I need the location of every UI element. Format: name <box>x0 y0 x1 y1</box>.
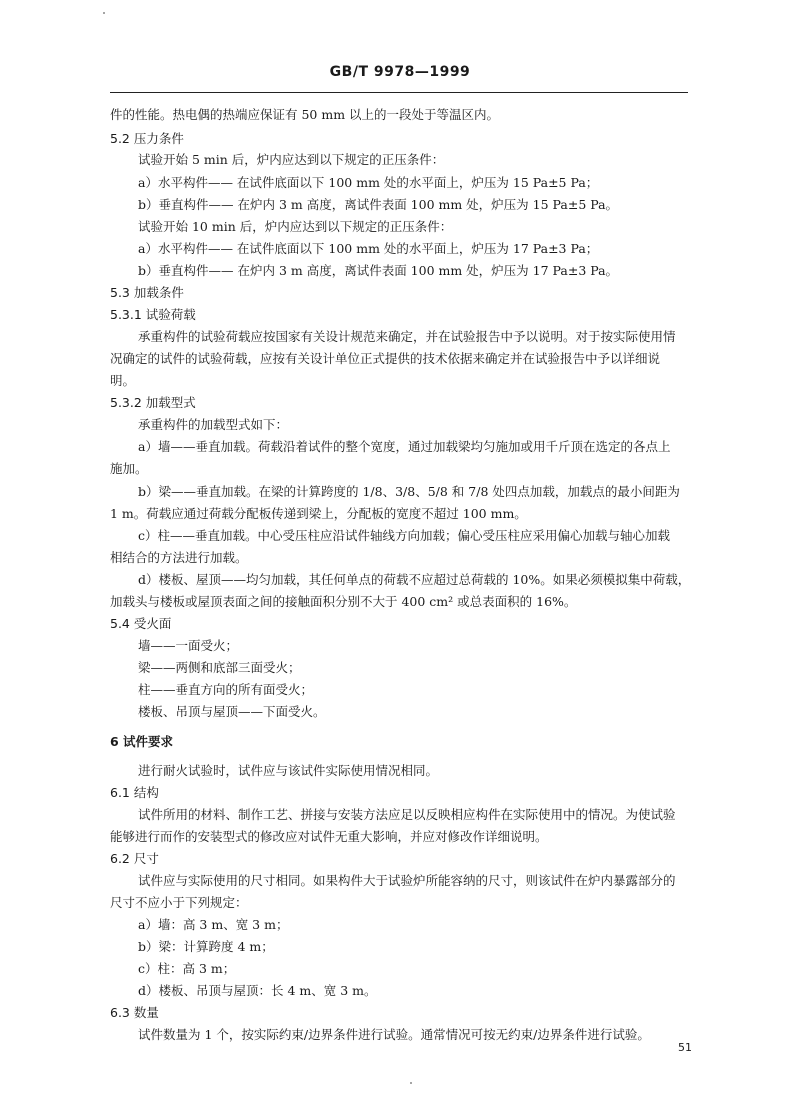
scan-speck <box>410 1082 412 1084</box>
list-item: b）梁——垂直加载。在梁的计算跨度的 1/8、3/8、5/8 和 7/8 处四点加载，加载点的最小间距为 <box>138 484 680 499</box>
body-line: 1 m。荷载应通过荷载分配板传递到梁上，分配板的宽度不超过 100 mm。 <box>110 506 527 521</box>
header-rule <box>110 92 688 93</box>
subsection-heading: 5.3.1 试验荷载 <box>110 307 196 322</box>
list-item: a）墙——垂直加载。荷载沿着试件的整个宽度，通过加载梁均匀施加或用千斤顶在选定的各点上 <box>138 439 671 454</box>
list-item: 楼板、吊顶与屋顶——下面受火。 <box>138 704 326 719</box>
body-line: 试件应与实际使用的尺寸相同。如果构件大于试验炉所能容纳的尺寸，则该试件在炉内暴露部分的 <box>138 873 676 888</box>
list-item: 梁——两侧和底部三面受火； <box>138 660 301 675</box>
section-heading: 6.3 数量 <box>110 1005 159 1020</box>
body-line: 试验开始 10 min 后，炉内应达到以下规定的正压条件： <box>138 219 453 234</box>
list-item: a）墙：高 3 m、宽 3 m； <box>138 917 289 932</box>
body-line: 试验开始 5 min 后，炉内应达到以下规定的正压条件： <box>138 152 445 167</box>
section-heading: 6.2 尺寸 <box>110 851 159 866</box>
section-heading: 5.4 受火面 <box>110 616 172 631</box>
body-line: 相结合的方法进行加载。 <box>110 550 248 565</box>
body-line: 况确定的试件的试验荷载，应按有关设计单位正式提供的技术依据来确定并在试验报告中予以详细说 <box>110 351 661 366</box>
body-line: 试件所用的材料、制作工艺、拼接与安装方法应足以反映相应构件在实际使用中的情况。为使试验 <box>138 807 676 822</box>
list-item: c）柱：高 3 m； <box>138 961 236 976</box>
body-line: 试件数量为 1 个，按实际约束/边界条件进行试验。通常情况可按无约束/边界条件进行试验。 <box>138 1027 650 1042</box>
body-line: 件的性能。热电偶的热端应保证有 50 mm 以上的一段处于等温区内。 <box>110 107 500 122</box>
body-line: 尺寸不应小于下列规定： <box>110 895 248 910</box>
list-item: d）楼板、屋顶——均匀加载，其任何单点的荷载不应超过总荷载的 10%。如果必须模拟集中荷载， <box>138 572 691 587</box>
list-item: d）楼板、吊顶与屋顶：长 4 m、宽 3 m。 <box>138 983 377 998</box>
body-line: 承重构件的试验荷载应按国家有关设计规范来确定，并在试验报告中予以说明。对于按实际使用情 <box>138 329 676 344</box>
list-item: b）梁：计算跨度 4 m； <box>138 939 274 954</box>
subsection-heading: 5.3.2 加载型式 <box>110 395 196 410</box>
list-item: 墙——一面受火； <box>138 638 239 653</box>
list-item: b）垂直构件—— 在炉内 3 m 高度，离试件表面 100 mm 处，炉压为 15 Pa±5 Pa。 <box>138 197 619 212</box>
page-header: GB/T 9978—1999 <box>329 64 471 80</box>
chapter-heading: 6 试件要求 <box>110 734 174 749</box>
body-line: 进行耐火试验时，试件应与该试件实际使用情况相同。 <box>138 763 439 778</box>
body-line: 加载头与楼板或屋顶表面之间的接触面积分别不大于 400 cm² 或总表面积的 16%。 <box>110 594 577 609</box>
scan-speck <box>103 12 105 14</box>
body-line: 承重构件的加载型式如下： <box>138 417 289 432</box>
list-item: b）垂直构件—— 在炉内 3 m 高度，离试件表面 100 mm 处，炉压为 17 Pa±3 Pa。 <box>138 263 619 278</box>
section-heading: 5.2 压力条件 <box>110 131 184 146</box>
body-line: 能够进行而作的安装型式的修改应对试件无重大影响，并应对修改作详细说明。 <box>110 829 548 844</box>
page-number: 51 <box>678 1041 692 1054</box>
list-item: a）水平构件—— 在试件底面以下 100 mm 处的水平面上，炉压为 15 Pa±5 Pa； <box>138 175 599 190</box>
body-line: 施加。 <box>110 461 148 476</box>
list-item: 柱——垂直方向的所有面受火； <box>138 682 314 697</box>
list-item: a）水平构件—— 在试件底面以下 100 mm 处的水平面上，炉压为 17 Pa±3 Pa； <box>138 241 599 256</box>
section-heading: 5.3 加载条件 <box>110 285 184 300</box>
body-line: 明。 <box>110 373 136 388</box>
section-heading: 6.1 结构 <box>110 785 159 800</box>
list-item: c）柱——垂直加载。中心受压柱应沿试件轴线方向加载；偏心受压柱应采用偏心加载与轴心加载 <box>138 528 671 543</box>
